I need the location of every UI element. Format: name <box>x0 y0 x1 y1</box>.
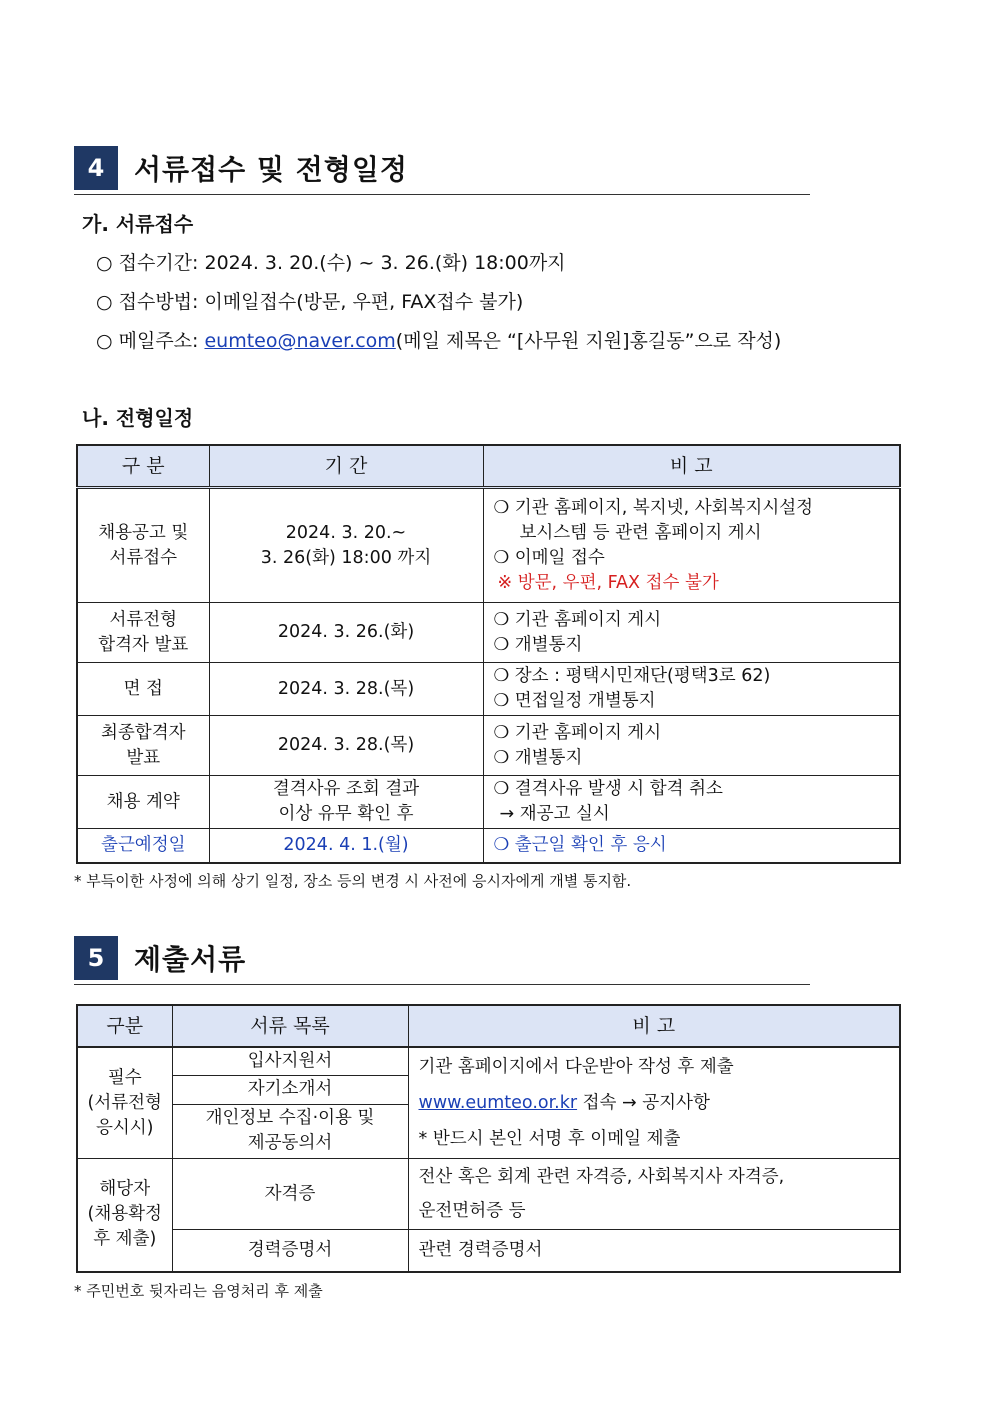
row-period: 2024. 3. 28.(목) <box>209 716 483 776</box>
required-notes: 기관 홈페이지에서 다운받아 작성 후 제출 www.eumteo.or.kr 접속 → 공지사항 * 반드시 본인 서명 후 이메일 제출 <box>408 1047 900 1159</box>
table-row <box>77 488 900 603</box>
email-label: ○ 메일주소: <box>96 330 205 352</box>
required-group-label: 필수 (서류전형 응시시) <box>77 1047 172 1159</box>
row-period: 2024. 3. 20.~ 3. 26(화) 18:00 까지 <box>209 488 483 603</box>
documents-table <box>76 1004 901 1273</box>
submission-method: ○ 접수방법: 이메일접수(방문, 우편, FAX접수 불가) <box>96 291 524 313</box>
row-category: 채용공고 및 서류접수 <box>77 488 209 603</box>
documents-footnote: * 주민번호 뒷자리는 음영처리 후 제출 <box>74 1282 323 1300</box>
row-category: 서류전형 합격자 발표 <box>77 603 209 663</box>
row-category: 최종합격자 발표 <box>77 716 209 776</box>
email-subject-note: (메일 제목은 “[사무원 지원]홍길동”으로 작성) <box>395 330 782 352</box>
section-title: 서류접수 및 전형일정 <box>134 153 408 186</box>
table-row <box>77 603 900 663</box>
section-number-badge: 4 <box>74 146 118 190</box>
row-period: 2024. 4. 1.(월) <box>209 829 483 863</box>
table-row <box>77 1159 900 1230</box>
header-notes: 비 고 <box>408 1005 900 1047</box>
email-link[interactable]: eumteo@naver.com <box>204 330 396 352</box>
header-category: 구분 <box>77 1005 172 1047</box>
section-title: 제출서류 <box>134 943 247 976</box>
row-notes: ❍ 기관 홈페이지, 복지넷, 사회복지시설정 보시스템 등 관련 홈페이지 게시 ❍ 이메일 접수 ※ 방문, 우편, FAX 접수 불가 <box>483 488 900 603</box>
row-category: 출근예정일 <box>77 829 209 863</box>
career-notes: 관련 경력증명서 <box>408 1230 900 1272</box>
header-period: 기 간 <box>209 445 483 488</box>
schedule-table <box>76 444 901 864</box>
table-row <box>77 663 900 716</box>
section-5-header <box>74 936 810 985</box>
doc-privacy-consent: 개인정보 수집·이용 및 제공동의서 <box>172 1104 408 1159</box>
row-notes: ❍ 출근일 확인 후 응시 <box>483 829 900 863</box>
table-row <box>77 716 900 776</box>
schedule-footnote: * 부득이한 사정에 의해 상기 일정, 장소 등의 변경 시 사전에 응시자에게 개별 통지함. <box>74 872 632 890</box>
submission-email-line <box>96 326 781 353</box>
row-period: 결격사유 조회 결과 이상 유무 확인 후 <box>209 776 483 829</box>
doc-self-introduction: 자기소개서 <box>172 1076 408 1104</box>
header-category: 구 분 <box>77 445 209 488</box>
table-row <box>77 1230 900 1272</box>
row-category: 채용 계약 <box>77 776 209 829</box>
row-notes: ❍ 장소 : 평택시민재단(평택3로 62) ❍ 면접일정 개별통지 <box>483 663 900 716</box>
table-header-row <box>77 445 900 488</box>
section-number-badge: 5 <box>74 936 118 980</box>
row-category: 면 접 <box>77 663 209 716</box>
row-notes: ❍ 결격사유 발생 시 합격 취소 → 재공고 실시 <box>483 776 900 829</box>
table-row <box>77 1047 900 1076</box>
section-4-header <box>74 146 810 195</box>
doc-certificate: 자격증 <box>172 1159 408 1230</box>
row-notes: ❍ 기관 홈페이지 게시 ❍ 개별통지 <box>483 716 900 776</box>
submission-period: ○ 접수기간: 2024. 3. 20.(수) ~ 3. 26.(화) 18:00까지 <box>96 252 566 274</box>
header-notes: 비 고 <box>483 445 900 488</box>
optional-group-label: 해당자 (채용확정 후 제출) <box>77 1159 172 1272</box>
table-row <box>77 776 900 829</box>
row-period: 2024. 3. 26.(화) <box>209 603 483 663</box>
header-document-list: 서류 목록 <box>172 1005 408 1047</box>
row-notes: ❍ 기관 홈페이지 게시 ❍ 개별통지 <box>483 603 900 663</box>
subheading-schedule: 나. 전형일정 <box>82 406 194 430</box>
doc-application-form: 입사지원서 <box>172 1047 408 1076</box>
table-header-row <box>77 1005 900 1047</box>
warning-text: ※ 방문, 우편, FAX 접수 불가 <box>497 572 719 593</box>
certificate-notes: 전산 혹은 회계 관련 자격증, 사회복지사 자격증, 운전면허증 등 <box>408 1159 900 1230</box>
subheading-document-submission: 가. 서류접수 <box>82 212 194 236</box>
table-row <box>77 829 900 863</box>
row-period: 2024. 3. 28.(목) <box>209 663 483 716</box>
website-link[interactable]: www.eumteo.or.kr <box>418 1093 578 1113</box>
doc-career-certificate: 경력증명서 <box>172 1230 408 1272</box>
